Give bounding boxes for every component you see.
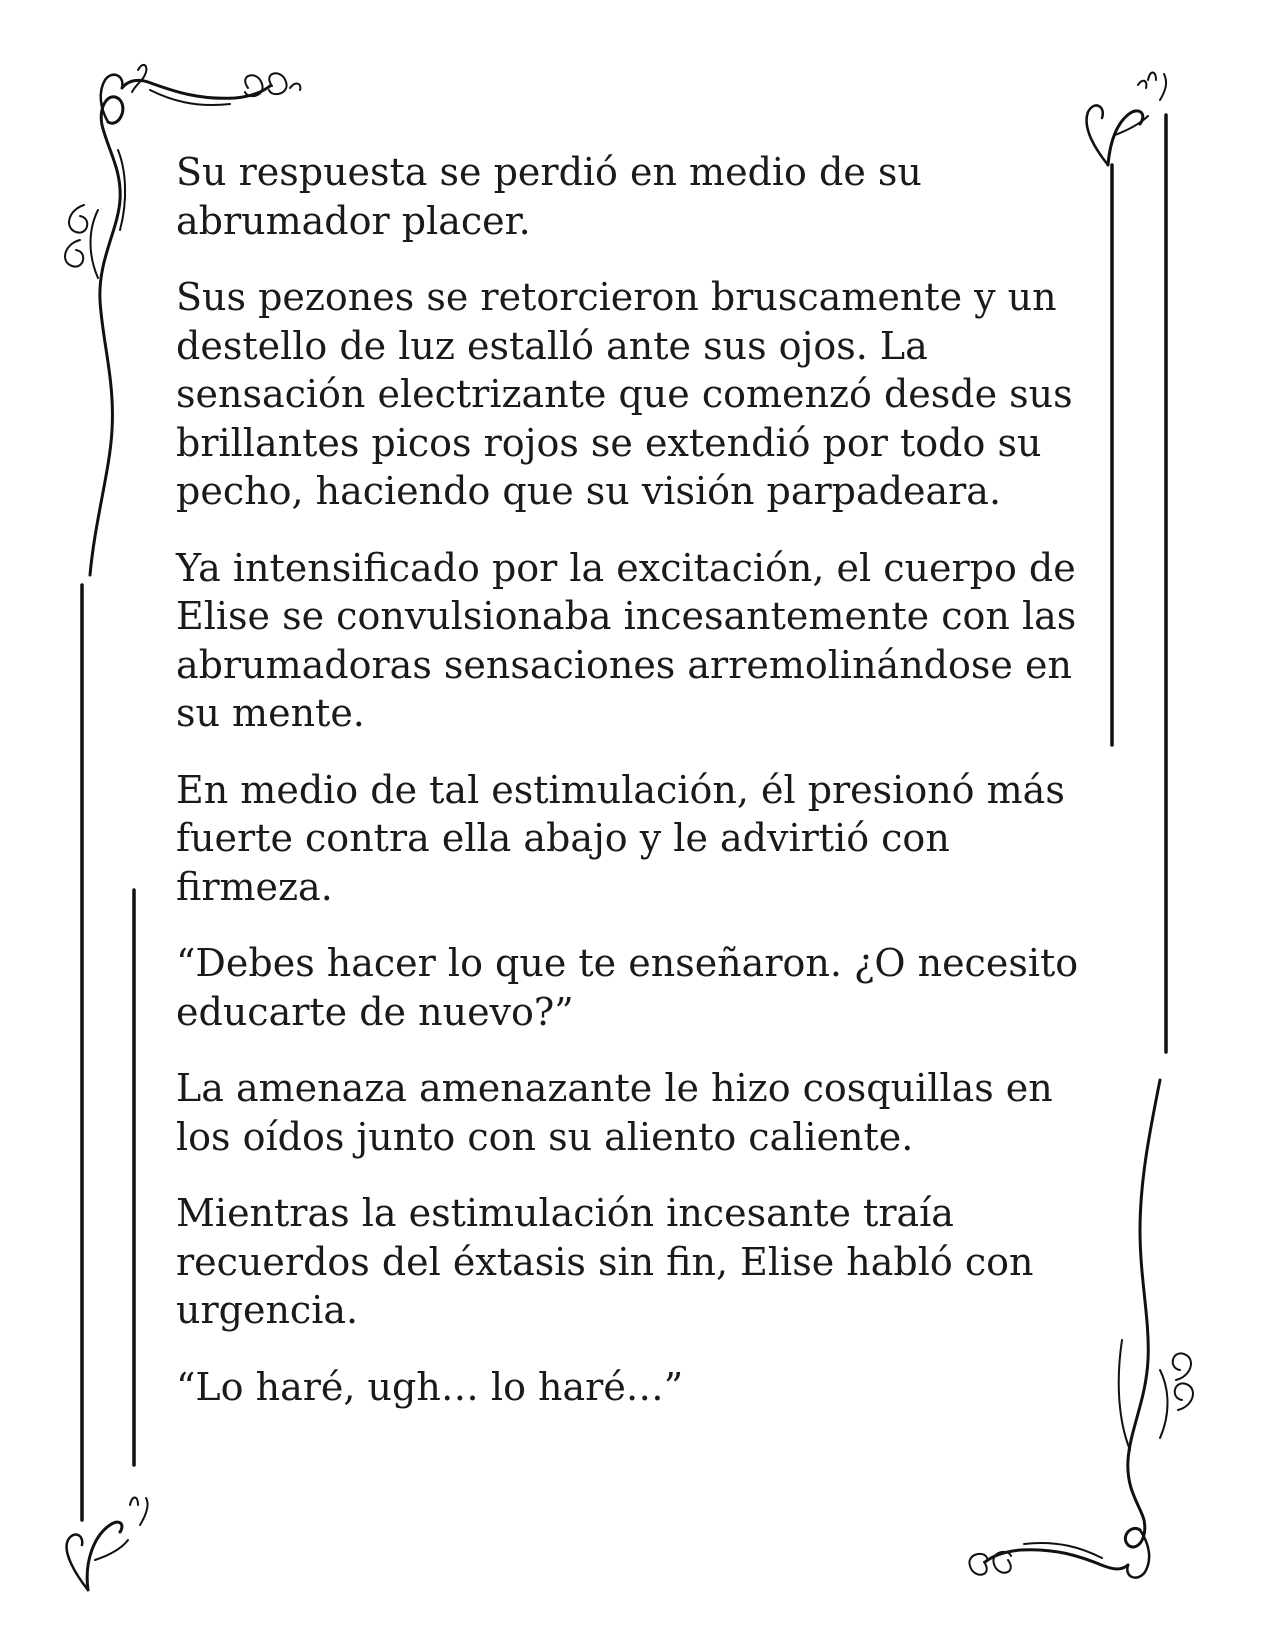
- paragraph: Ya intensificado por la excitación, el cuerpo de Elise se convulsionaba incesantemente con las abrumadoras sensaciones arremolinándose en su mente.: [176, 545, 1077, 735]
- bottom-left-flourish: [67, 1498, 148, 1591]
- paragraph: En medio de tal estimulación, él presionó más fuerte contra ella abajo y le advirtió con firmeza.: [176, 767, 1065, 909]
- paragraph-dialogue: “Lo haré, ugh… lo haré…”: [176, 1364, 684, 1409]
- top-right-flourish: [1087, 73, 1167, 166]
- paragraph: La amenaza amenazante le hizo cosquillas en los oídos junto con su aliento caliente.: [176, 1066, 1053, 1159]
- paragraph-dialogue: “Debes hacer lo que te enseñaron. ¿O necesito educarte de nuevo?”: [176, 941, 1079, 1034]
- paragraph: Sus pezones se retorcieron bruscamente y un destello de luz estalló ante sus ojos. La sensación electrizante que comenzó desde sus brillantes picos rojos se extendió por todo su pecho, haciendo que su visión parpadeara.: [176, 275, 1073, 513]
- page-body: [176, 148, 1096, 1439]
- paragraph: Mientras la estimulación incesante traía recuerdos del éxtasis sin fin, Elise habló con urgencia.: [176, 1191, 1034, 1332]
- paragraph: Su respuesta se perdió en medio de su abrumador placer.: [176, 150, 922, 243]
